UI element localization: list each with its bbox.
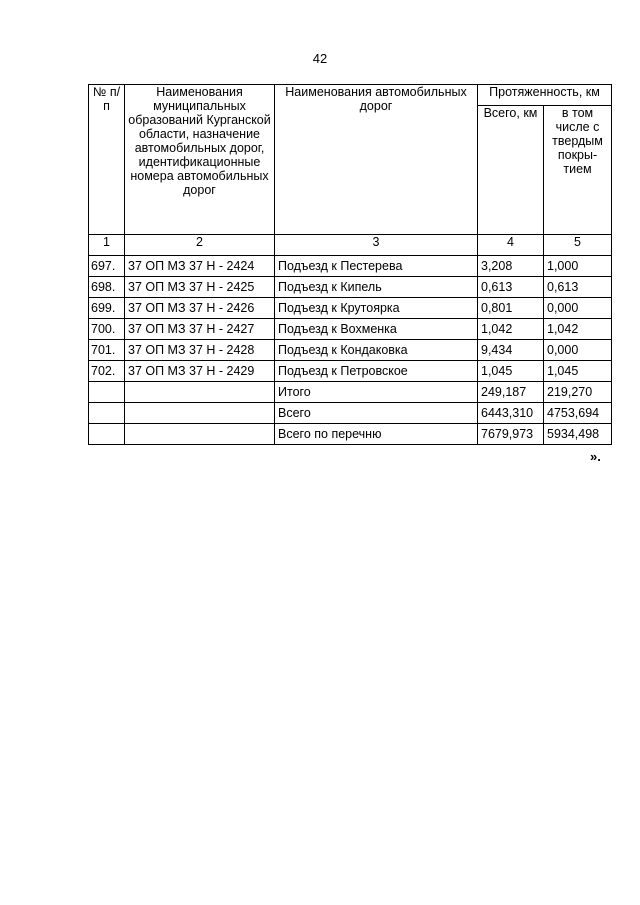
subtotal-label: Итого xyxy=(275,382,478,403)
table-row xyxy=(89,319,612,340)
header-hard-surface: в том числе с твердым покры-тием xyxy=(544,106,612,235)
road-id xyxy=(125,403,275,424)
header-total: Всего, км xyxy=(478,106,544,235)
length-total: 1,045 xyxy=(478,361,544,382)
column-index: 2 xyxy=(125,235,275,256)
length-total: 0,613 xyxy=(478,277,544,298)
road-id: 37 ОП МЗ 37 Н - 2426 xyxy=(125,298,275,319)
column-index: 3 xyxy=(275,235,478,256)
road-name: Подъезд к Пестерева xyxy=(275,256,478,277)
length-total: 0,801 xyxy=(478,298,544,319)
column-index: 4 xyxy=(478,235,544,256)
row-number: 699. xyxy=(89,298,125,319)
road-name: Подъезд к Петровское xyxy=(275,361,478,382)
length-hard: 5934,498 xyxy=(544,424,612,445)
closing-quote-mark: ». xyxy=(590,449,601,464)
page-number: 42 xyxy=(312,51,328,66)
road-id: 37 ОП МЗ 37 Н - 2425 xyxy=(125,277,275,298)
header-road-name: Наименования автомобильных дорог xyxy=(275,85,478,235)
grand-total-row xyxy=(89,424,612,445)
table-row xyxy=(89,256,612,277)
header-length: Протяженность, км xyxy=(478,85,612,106)
length-hard: 1,000 xyxy=(544,256,612,277)
road-name: Подъезд к Вохменка xyxy=(275,319,478,340)
length-total: 1,042 xyxy=(478,319,544,340)
table-row xyxy=(89,340,612,361)
road-name: Подъезд к Кипель xyxy=(275,277,478,298)
length-total: 7679,973 xyxy=(478,424,544,445)
length-hard: 219,270 xyxy=(544,382,612,403)
roads-table xyxy=(88,84,612,445)
total-label: Всего xyxy=(275,403,478,424)
table-row xyxy=(89,298,612,319)
row-number: 702. xyxy=(89,361,125,382)
road-name: Подъезд к Кондаковка xyxy=(275,340,478,361)
road-id: 37 ОП МЗ 37 Н - 2429 xyxy=(125,361,275,382)
road-id: 37 ОП МЗ 37 Н - 2427 xyxy=(125,319,275,340)
total-row xyxy=(89,403,612,424)
header-number: № п/п xyxy=(89,85,125,235)
row-number: 697. xyxy=(89,256,125,277)
subtotal-row xyxy=(89,382,612,403)
road-name: Подъезд к Крутоярка xyxy=(275,298,478,319)
road-id xyxy=(125,424,275,445)
length-total: 6443,310 xyxy=(478,403,544,424)
length-hard: 0,613 xyxy=(544,277,612,298)
road-id xyxy=(125,382,275,403)
row-number: 698. xyxy=(89,277,125,298)
grand-total-label: Всего по перечню xyxy=(275,424,478,445)
row-number xyxy=(89,403,125,424)
header-municipal: Наименования муниципальных образований Курганской области, назначение автомобильных дорог, идентификационные номера автомобильных дорог xyxy=(125,85,275,235)
table-row xyxy=(89,277,612,298)
length-hard: 1,042 xyxy=(544,319,612,340)
length-hard: 1,045 xyxy=(544,361,612,382)
row-number xyxy=(89,424,125,445)
column-index: 1 xyxy=(89,235,125,256)
length-total: 3,208 xyxy=(478,256,544,277)
length-total: 9,434 xyxy=(478,340,544,361)
row-number: 701. xyxy=(89,340,125,361)
road-id: 37 ОП МЗ 37 Н - 2424 xyxy=(125,256,275,277)
length-hard: 0,000 xyxy=(544,340,612,361)
column-index: 5 xyxy=(544,235,612,256)
row-number: 700. xyxy=(89,319,125,340)
length-hard: 0,000 xyxy=(544,298,612,319)
table-row xyxy=(89,361,612,382)
row-number xyxy=(89,382,125,403)
length-total: 249,187 xyxy=(478,382,544,403)
length-hard: 4753,694 xyxy=(544,403,612,424)
road-id: 37 ОП МЗ 37 Н - 2428 xyxy=(125,340,275,361)
